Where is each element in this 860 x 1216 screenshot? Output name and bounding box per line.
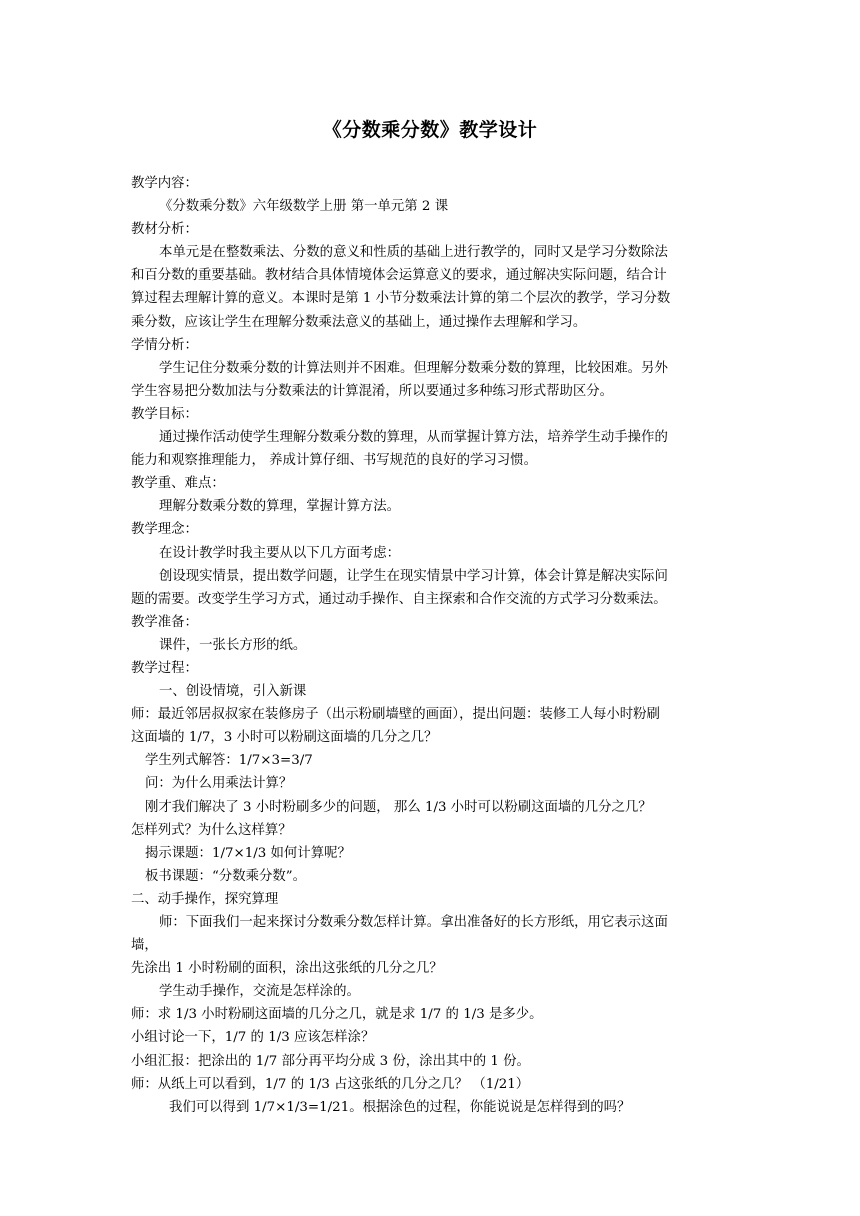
paragraph-line: 题的需要。改变学生学习方式，通过动手操作、自主探索和合作交流的方式学习分数乘法。 bbox=[131, 591, 667, 607]
paragraph-line: 师：下面我们一起来探讨分数乘分数怎样计算。拿出准备好的长方形纸，用它表示这面 bbox=[159, 915, 668, 930]
paragraph-line: 刚才我们解决了 3 小时粉刷多少的问题， 那么 1/3 小时可以粉刷这面墙的几分之几？ bbox=[145, 799, 652, 815]
paragraph-line: 小组讨论一下，1/7 的 1/3 应该怎样涂？ bbox=[131, 1030, 375, 1046]
paragraph-line: 学生动手操作，交流是怎样涂的。 bbox=[159, 984, 360, 1000]
paragraph-line: 这面墙的 1/7，3 小时可以粉刷这面墙的几分之几？ bbox=[131, 730, 438, 746]
heading-philosophy: 教学理念： bbox=[131, 522, 198, 538]
paragraph-line: 《分数乘分数》六年级数学上册 第一单元第 2 课 bbox=[159, 199, 449, 215]
paragraph-line: 学生容易把分数加法与分数乘法的计算混淆，所以要通过多种练习形式帮助区分。 bbox=[131, 383, 614, 399]
paragraph-line: 课件，一张长方形的纸。 bbox=[159, 637, 307, 653]
paragraph-line: 和百分数的重要基础。教材结合具体情境体会运算意义的要求，通过解决实际问题，结合计 bbox=[131, 268, 667, 284]
paragraph-line: 师：从纸上可以看到，1/7 的 1/3 占这张纸的几分之几？ （1/21） bbox=[131, 1076, 530, 1092]
paragraph-line: 怎样列式？为什么这样算？ bbox=[131, 822, 292, 838]
paragraph-line: 揭示课题：1/7×1/3 如何计算呢？ bbox=[145, 845, 351, 861]
paragraph-line: 理解分数乘分数的算理，掌握计算方法。 bbox=[159, 499, 401, 515]
document-body bbox=[131, 172, 731, 1119]
paragraph-line: 板书课题：“分数乘分数”。 bbox=[145, 868, 306, 884]
paragraph-line: 师：求 1/3 小时粉刷这面墙的几分之几，就是求 1/7 的 1/3 是多少。 bbox=[131, 1007, 543, 1023]
paragraph-line: 学生列式解答：1/7×3=3/7 bbox=[145, 753, 313, 769]
paragraph-line: 本单元是在整数乘法、分数的意义和性质的基础上进行教学的，同时又是学习分数除法 bbox=[159, 245, 668, 261]
paragraph-line: 能力和观察推理能力， 养成计算仔细、书写规范的良好的学习习惯。 bbox=[131, 453, 537, 469]
paragraph-line: 先涂出 1 小时粉刷的面积，涂出这张纸的几分之几？ bbox=[131, 961, 443, 977]
section-heading: 一、创设情境，引入新课 bbox=[159, 684, 307, 700]
paragraph-line: 乘分数，应该让学生在理解分数乘法意义的基础上，通过操作去理解和学习。 bbox=[131, 314, 587, 330]
paragraph-line: 在设计教学时我主要从以下几方面考虑： bbox=[159, 545, 401, 561]
paragraph-line: 师：最近邻居叔叔家在装修房子（出示粉刷墙壁的画面），提出问题：装修工人每小时粉刷 bbox=[131, 707, 660, 723]
paragraph-line: 通过操作活动使学生理解分数乘分数的算理，从而掌握计算方法，培养学生动手操作的 bbox=[159, 430, 668, 446]
heading-preparation: 教学准备： bbox=[131, 614, 198, 630]
paragraph-line: 墙， bbox=[131, 938, 158, 954]
paragraph-line: 我们可以得到 1/7×1/3=1/21。根据涂色的过程，你能说说是怎样得到的吗？ bbox=[169, 1099, 631, 1115]
paragraph-line: 算过程去理解计算的意义。本课时是第 1 小节分数乘法计算的第二个层次的教学，学习分数 bbox=[131, 291, 671, 307]
section-heading: 二、动手操作，探究算理 bbox=[131, 891, 279, 907]
heading-material: 教材分析： bbox=[131, 222, 198, 238]
heading-students: 学情分析： bbox=[131, 337, 198, 353]
document-title: 《分数乘分数》教学设计 bbox=[322, 119, 538, 141]
heading-goals: 教学目标： bbox=[131, 406, 198, 422]
paragraph-line: 问：为什么用乘法计算？ bbox=[145, 776, 293, 792]
paragraph-line: 创设现实情景，提出数学问题，让学生在现实情景中学习计算，体会计算是解决实际问 bbox=[159, 568, 668, 584]
paragraph-line: 小组汇报：把涂出的 1/7 部分再平均分成 3 份，涂出其中的 1 份。 bbox=[131, 1053, 530, 1069]
heading-key-points: 教学重、难点： bbox=[131, 476, 225, 492]
paragraph-line: 学生记住分数乘分数的计算法则并不困难。但理解分数乘分数的算理，比较困难。另外 bbox=[159, 360, 668, 376]
heading-content: 教学内容： bbox=[131, 176, 198, 191]
heading-process: 教学过程： bbox=[131, 660, 198, 676]
